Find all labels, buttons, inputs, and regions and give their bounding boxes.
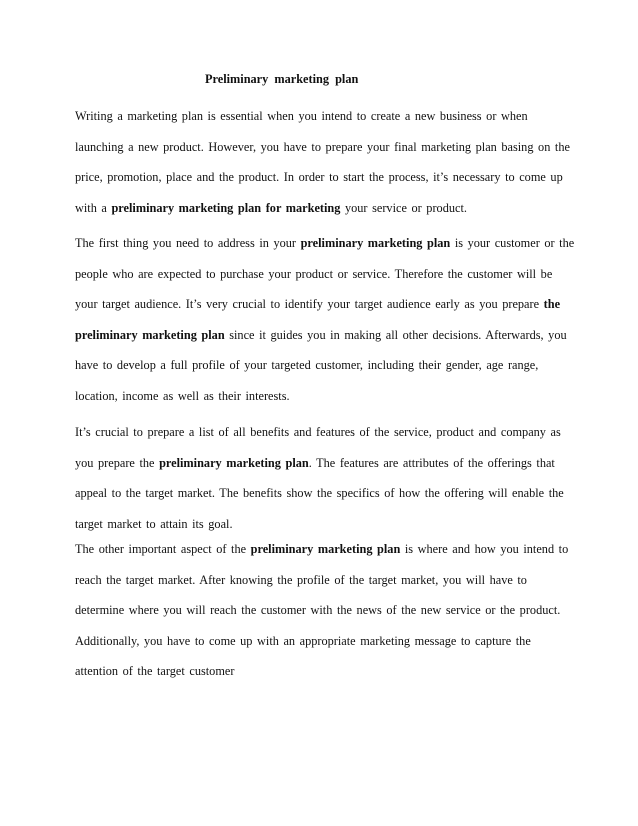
paragraph-3-line xyxy=(75,517,233,532)
paragraph-4-line xyxy=(75,542,568,557)
text-run: price, promotion, place and the product. In order to start the process, it’s necessary to come up xyxy=(75,170,563,184)
bold-keyword: the xyxy=(543,297,561,311)
text-run: is where and how you intend to xyxy=(400,542,569,556)
text-run: It’s crucial to prepare a list of all benefits and features of the service, product and company as xyxy=(75,425,561,439)
paragraph-1-line xyxy=(75,109,528,124)
text-run: determine where you will reach the customer with the news of the new service or the product. xyxy=(75,603,561,617)
paragraph-2-line xyxy=(75,267,552,282)
bold-keyword: preliminary marketing plan xyxy=(75,327,225,342)
paragraph-3-line xyxy=(75,486,564,501)
paragraph-1-line xyxy=(75,170,563,185)
text-run: The other important aspect of the xyxy=(75,542,251,556)
paragraph-2-line xyxy=(75,328,567,343)
paragraph-4-line xyxy=(75,603,560,618)
text-run: Additionally, you have to come up with an appropriate marketing message to capture the xyxy=(75,633,531,648)
text-run: is your customer or the xyxy=(450,236,575,250)
paragraph-4-line xyxy=(75,573,527,588)
text-run: with a xyxy=(75,200,112,215)
text-run: have to develop a full profile of your targeted customer, including their gender, age range, xyxy=(75,358,539,372)
paragraph-3-line xyxy=(75,425,561,440)
text-run: Writing a marketing plan is essential when you intend to create a new business or when xyxy=(75,109,528,123)
paragraph-4-line xyxy=(75,664,234,679)
text-run: launching a new product. However, you have to prepare your final marketing plan basing on the xyxy=(75,139,570,154)
text-run: since it guides you in making all other decisions. Afterwards, you xyxy=(224,327,567,342)
text-run: The first thing you need to address in your xyxy=(75,236,301,250)
bold-keyword: preliminary marketing plan xyxy=(300,236,451,250)
paragraph-3-line xyxy=(75,456,555,471)
paragraph-1-line xyxy=(75,201,467,216)
bold-keyword: preliminary marketing plan xyxy=(250,542,401,556)
paragraph-4-line xyxy=(75,634,531,649)
text-run: you prepare the xyxy=(75,455,160,470)
text-run: reach the target market. After knowing the profile of the target market, you will have to xyxy=(75,572,527,587)
text-run: appeal to the target market. The benefits show the specifics of how the offering will enable the xyxy=(75,486,564,500)
paragraph-1-line xyxy=(75,140,570,155)
text-run: . The features are attributes of the offerings that xyxy=(308,455,555,470)
paragraph-2-line xyxy=(75,358,538,373)
paragraph-2-line xyxy=(75,236,574,251)
text-run: your target audience. It’s very crucial to identify your target audience early as you prepare xyxy=(75,297,544,311)
text-run: attention of the target customer xyxy=(75,664,235,678)
paragraph-2-line xyxy=(75,297,560,312)
text-run: your service or product. xyxy=(340,200,467,215)
bold-keyword: preliminary marketing plan for marketing xyxy=(111,200,341,215)
text-run: people who are expected to purchase your product or service. Therefore the customer will be xyxy=(75,266,553,281)
text-run: location, income as well as their interests. xyxy=(75,388,290,403)
document-title: Preliminary marketing plan xyxy=(205,72,359,86)
text-run: target market to attain its goal. xyxy=(75,516,233,531)
paragraph-2-line xyxy=(75,389,290,404)
bold-keyword: preliminary marketing plan xyxy=(159,455,309,470)
